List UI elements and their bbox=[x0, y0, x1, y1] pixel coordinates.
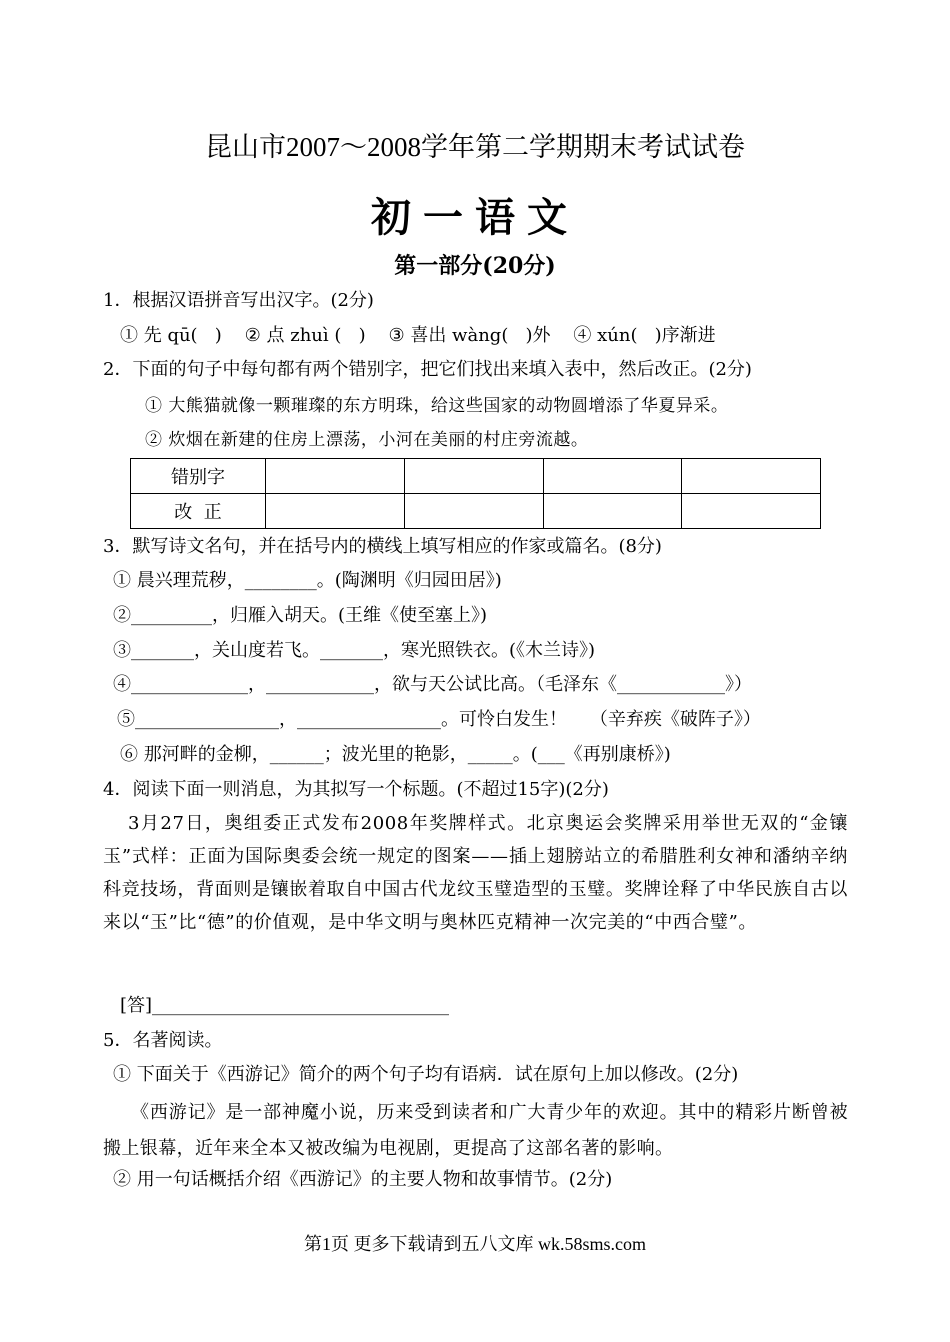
q3-stem: 3．默写诗文名句，并在括号内的横线上填写相应的作家或篇名。(8分) bbox=[103, 536, 662, 557]
subject-title: 初一语文 bbox=[371, 194, 579, 241]
page-footer: 第1页 更多下载请到五八文库 wk.58sms.com bbox=[304, 1234, 646, 1254]
table-row bbox=[131, 494, 821, 529]
q2-sentence-1: ① 大熊猫就像一颗璀璨的东方明珠，给这些国家的动物圆增添了华夏异采。 bbox=[145, 396, 729, 416]
table-row bbox=[131, 459, 821, 494]
q3-line-6: ⑥ 那河畔的金柳，______；波光里的艳影，_____。(___《再别康桥》) bbox=[120, 744, 671, 765]
q5-sub-2: ② 用一句话概括介绍《西游记》的主要人物和故事情节。(2分) bbox=[113, 1169, 613, 1190]
table-cell[interactable] bbox=[543, 459, 682, 494]
table-cell[interactable] bbox=[404, 494, 543, 529]
section-title: 第一部分(20分) bbox=[394, 253, 556, 279]
exam-title: 昆山市2007～2008学年第二学期期末考试试卷 bbox=[205, 132, 745, 162]
q1-stem: 1．根据汉语拼音写出汉字。(2分) bbox=[103, 290, 374, 311]
q4-passage: 3月27日，奥组委正式发布2008年奖牌样式。北京奥运会奖牌采用举世无双的“金镶玉”式样：正面为国际奥委会统一规定的图案——插上翅膀站立的希腊胜利女神和潘纳辛纳科竞技场，背面则是镶嵌着取自中国古代龙纹玉璧造型的玉璧。奖牌诠释了中华民族自古以来以“玉”比“德”的价值观，是中华文明与奥林匹克精神一次完美的“中西合璧”。 bbox=[103, 813, 848, 933]
table-cell[interactable] bbox=[682, 459, 821, 494]
q1-items: ① 先 qū( ) ② 点 zhuì ( ) ③ 喜出 wàng( )外 ④ xún( )序渐进 bbox=[120, 325, 716, 346]
q4-stem: 4．阅读下面一则消息，为其拟写一个标题。(不超过15字)(2分) bbox=[103, 779, 609, 800]
table-cell[interactable] bbox=[266, 459, 405, 494]
q2-stem: 2．下面的句子中每句都有两个错别字，把它们找出来填入表中，然后改正。(2分) bbox=[103, 359, 752, 380]
q5-passage: 《西游记》是一部神魔小说，历来受到读者和广大青少年的欢迎。其中的精彩片断曾被搬上银幕，近年来全本又被改编为电视剧，更提高了这部名著的影响。 bbox=[103, 1102, 848, 1159]
q3-line-3: ③_______，关山度若飞。_______，寒光照铁衣。(《木兰诗》) bbox=[113, 640, 596, 661]
table-cell[interactable] bbox=[682, 494, 821, 529]
table-label-correct: 改 正 bbox=[131, 494, 266, 529]
q5-stem: 5．名著阅读。 bbox=[103, 1030, 223, 1051]
table-label-wrong: 错别字 bbox=[131, 459, 266, 494]
table-cell[interactable] bbox=[266, 494, 405, 529]
q3-line-5: ⑤________________，________________。可怜白发生！ （辛弃疾《破阵子》） bbox=[117, 709, 761, 730]
q3-line-1: ① 晨兴理荒秽，________。(陶渊明《归园田居》) bbox=[113, 570, 502, 591]
q2-sentence-2: ② 炊烟在新建的住房上漂荡，小河在美丽的村庄旁流越。 bbox=[145, 430, 589, 450]
q3-line-4: ④_____________，____________，欲与天公试比高。（毛泽东《____________》） bbox=[113, 674, 752, 695]
correction-table bbox=[130, 458, 821, 529]
q3-line-2: ②_________，归雁入胡天。(王维《使至塞上》) bbox=[113, 605, 488, 626]
q4-answer-line[interactable]: [答]_________________________________ bbox=[120, 995, 450, 1016]
table-cell[interactable] bbox=[404, 459, 543, 494]
table-cell[interactable] bbox=[543, 494, 682, 529]
q5-sub-1: ① 下面关于《西游记》简介的两个句子均有语病．试在原句上加以修改。(2分) bbox=[113, 1064, 739, 1085]
